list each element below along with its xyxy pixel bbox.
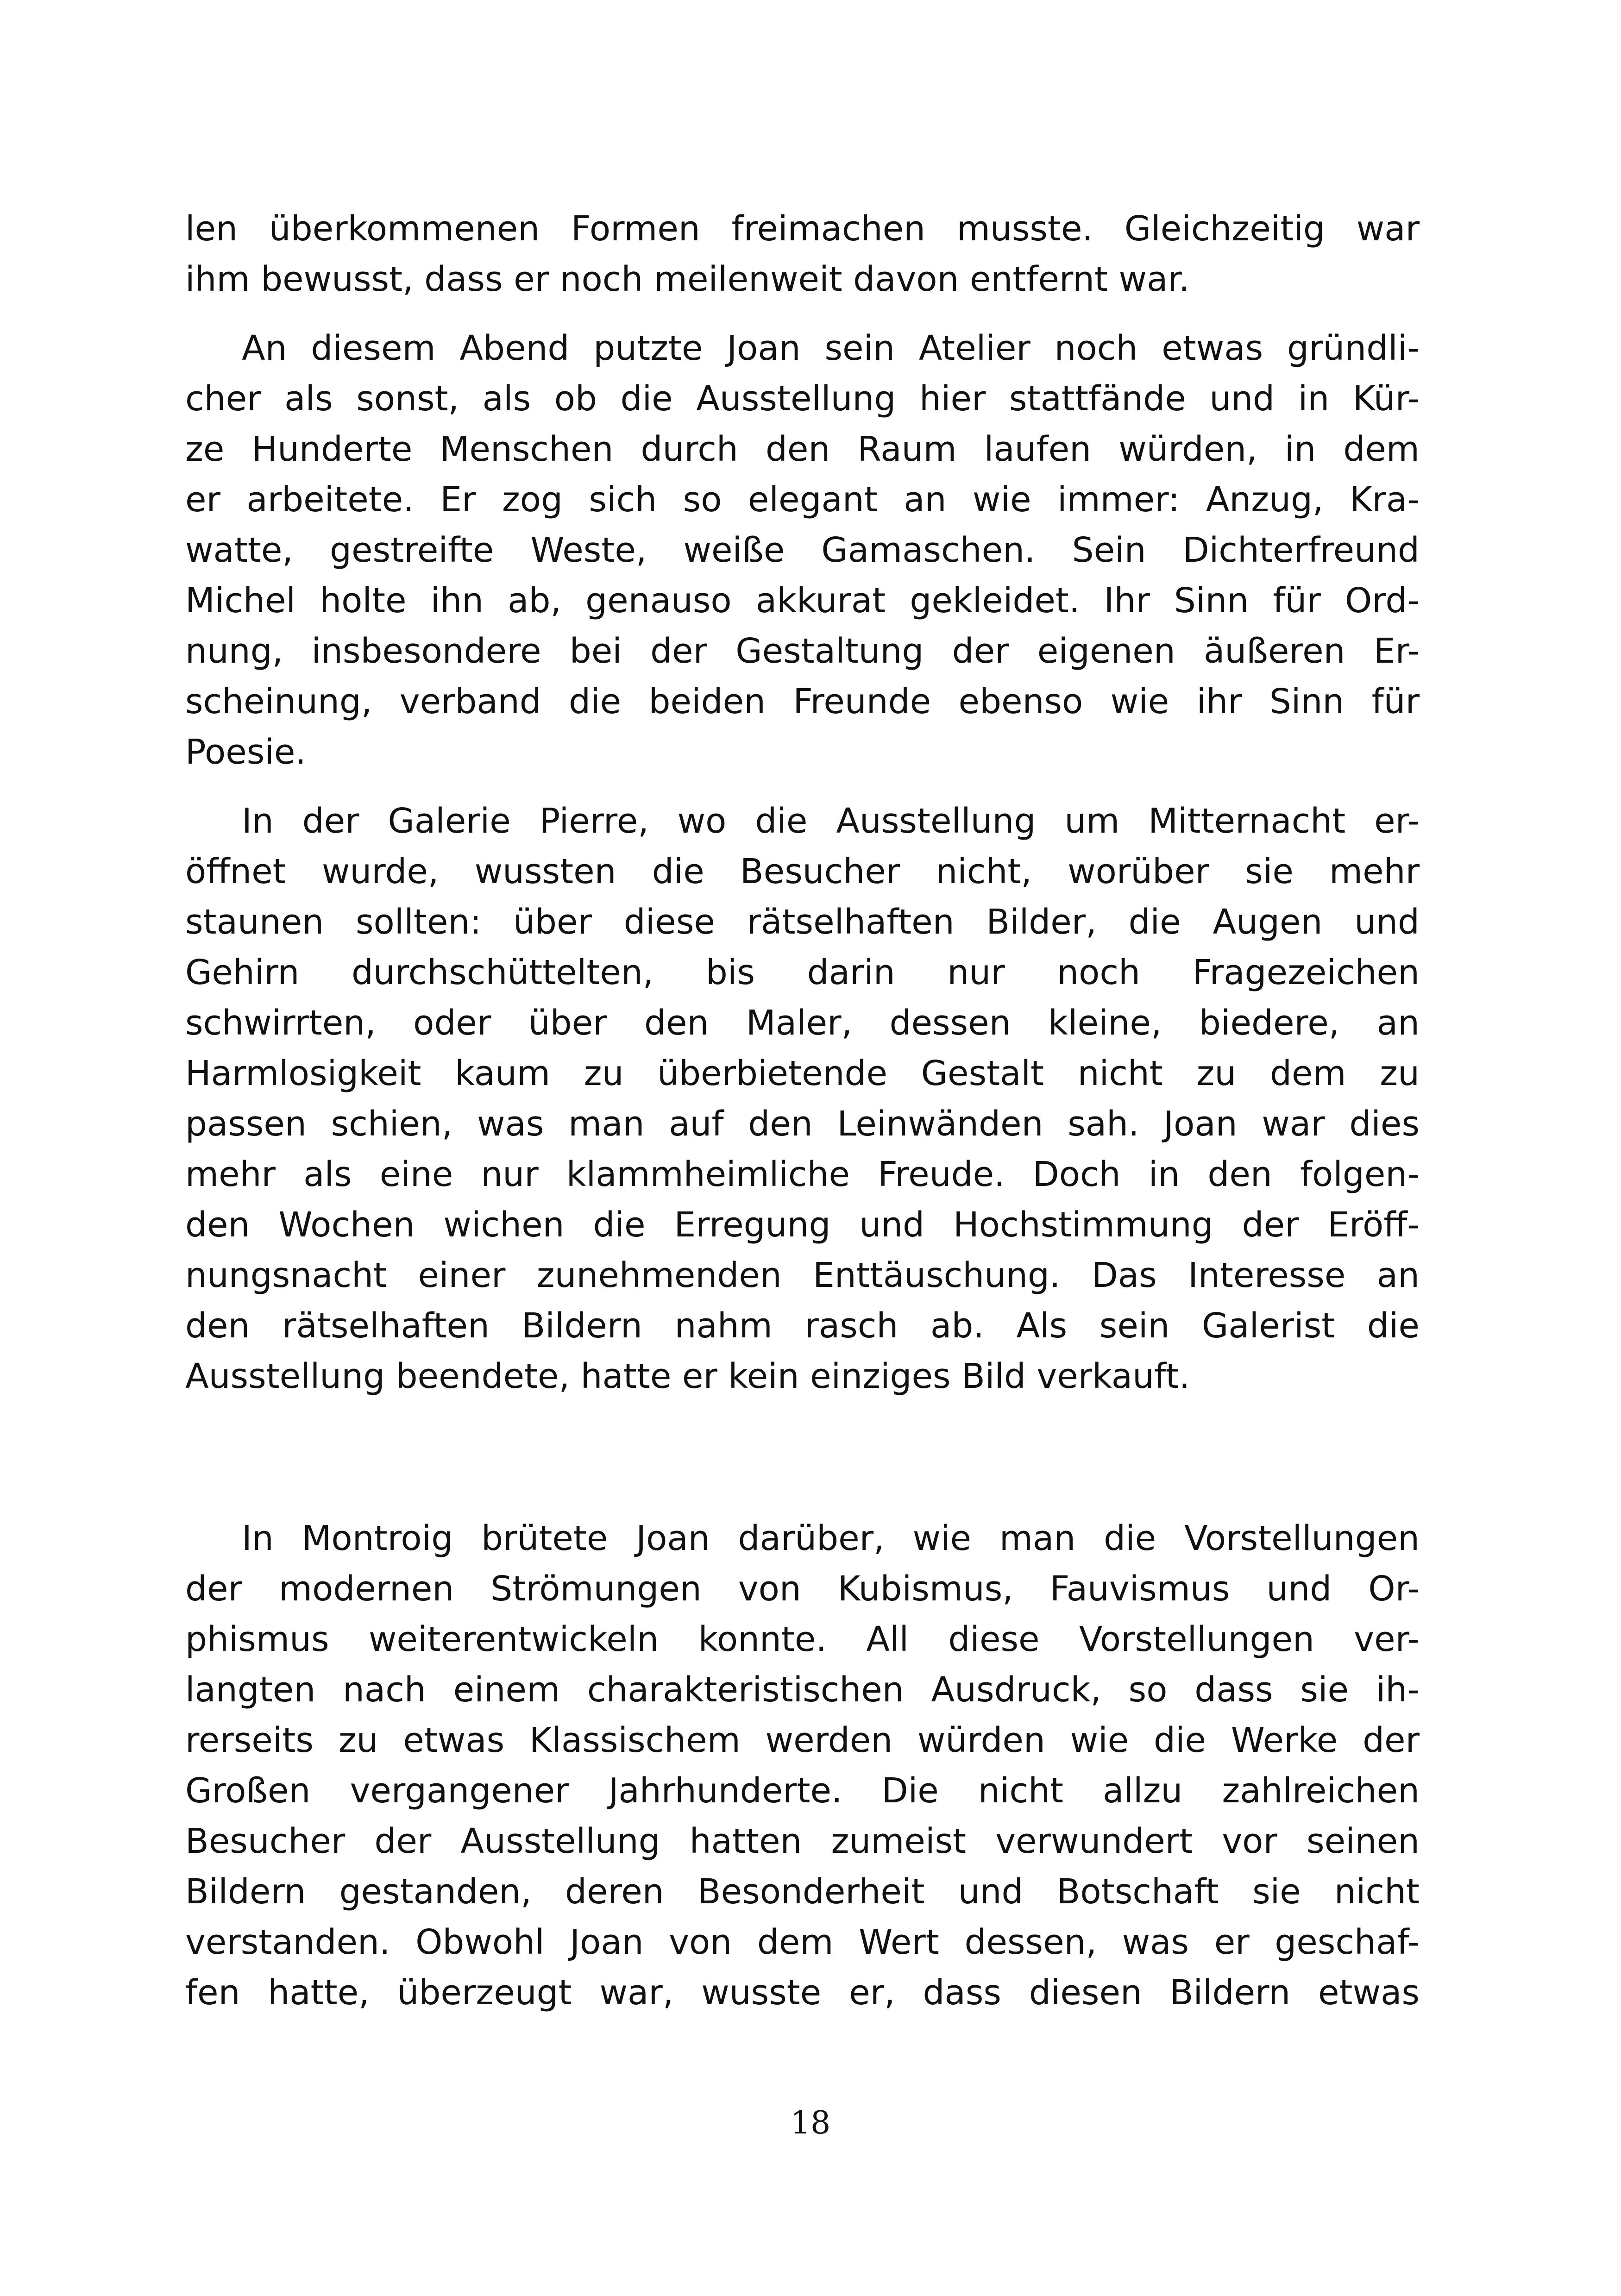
text-line: nung, insbesondere bei der Gestaltung der eigenen äußeren Er- — [185, 631, 1420, 671]
text-line: Ausstellung beendete, hatte er kein einziges Bild verkauft. — [185, 1356, 1190, 1396]
paragraph-3 — [185, 796, 1420, 1402]
text-line: rerseits zu etwas Klassischem werden würden wie die Werke der — [185, 1720, 1420, 1760]
text-line: len überkommenen Formen freimachen musste. Gleichzeitig war — [185, 209, 1420, 249]
text-line: Poesie. — [185, 732, 306, 772]
paragraph-1 — [185, 204, 1420, 305]
text-line: watte, gestreifte Weste, weiße Gamaschen. Sein Dichterfreund — [185, 530, 1420, 570]
text-line: Michel holte ihn ab, genauso akkurat gekleidet. Ihr Sinn für Ord- — [185, 581, 1420, 621]
text-line: In Montroig brütete Joan darüber, wie man die Vorstellungen — [242, 1518, 1420, 1558]
text-line: Besucher der Ausstellung hatten zumeist verwundert vor seinen — [185, 1821, 1420, 1861]
text-line: schwirrten, oder über den Maler, dessen kleine, biedere, an — [185, 1003, 1420, 1043]
text-line: cher als sonst, als ob die Ausstellung hier stattfände und in Kür- — [185, 379, 1420, 419]
text-line: langten nach einem charakteristischen Ausdruck, so dass sie ih- — [185, 1670, 1420, 1710]
text-line: der modernen Strömungen von Kubismus, Fauvismus und Or- — [185, 1569, 1420, 1609]
text-line: Gehirn durchschüttelten, bis darin nur noch Fragezeichen — [185, 953, 1420, 992]
text-line: er arbeitete. Er zog sich so elegant an wie immer: Anzug, Kra- — [185, 480, 1420, 520]
text-line: phismus weiterentwickeln konnte. All diese Vorstellungen ver- — [185, 1619, 1420, 1659]
paragraph-4 — [185, 1513, 1420, 2018]
text-line: In der Galerie Pierre, wo die Ausstellung um Mitternacht er- — [242, 801, 1420, 841]
text-line: fen hatte, überzeugt war, wusste er, dass diesen Bildern etwas — [185, 1973, 1420, 2013]
text-line: nungsnacht einer zunehmenden Enttäuschung. Das Interesse an — [185, 1255, 1420, 1295]
text-line: An diesem Abend putzte Joan sein Atelier noch etwas gründli- — [242, 328, 1420, 368]
text-line: verstanden. Obwohl Joan von dem Wert dessen, was er geschaf- — [185, 1922, 1420, 1962]
text-line: staunen sollten: über diese rätselhaften Bilder, die Augen und — [185, 902, 1420, 942]
text-line: passen schien, was man auf den Leinwänden sah. Joan war dies — [185, 1104, 1420, 1144]
paragraph-2 — [185, 323, 1420, 778]
text-line: den Wochen wichen die Erregung und Hochstimmung der Eröff- — [185, 1205, 1420, 1245]
text-line: Bildern gestanden, deren Besonderheit und Botschaft sie nicht — [185, 1872, 1420, 1912]
page-number: 18 — [790, 2105, 831, 2141]
text-line: Harmlosigkeit kaum zu überbietende Gestalt nicht zu dem zu — [185, 1054, 1420, 1093]
text-line: Großen vergangener Jahrhunderte. Die nicht allzu zahlreichen — [185, 1771, 1420, 1811]
text-line: scheinung, verband die beiden Freunde ebenso wie ihr Sinn für — [185, 682, 1420, 721]
text-line: mehr als eine nur klammheimliche Freude. Doch in den folgen- — [185, 1154, 1420, 1194]
text-line: den rätselhaften Bildern nahm rasch ab. Als sein Galerist die — [185, 1306, 1420, 1346]
text-block-bottom — [185, 1513, 1420, 2018]
text-line: ze Hunderte Menschen durch den Raum laufen würden, in dem — [185, 429, 1420, 469]
text-block-top — [185, 204, 1420, 1402]
text-line: ihm bewusst, dass er noch meilenweit davon entfernt war. — [185, 259, 1190, 299]
text-line: öffnet wurde, wussten die Besucher nicht, worüber sie mehr — [185, 852, 1420, 891]
